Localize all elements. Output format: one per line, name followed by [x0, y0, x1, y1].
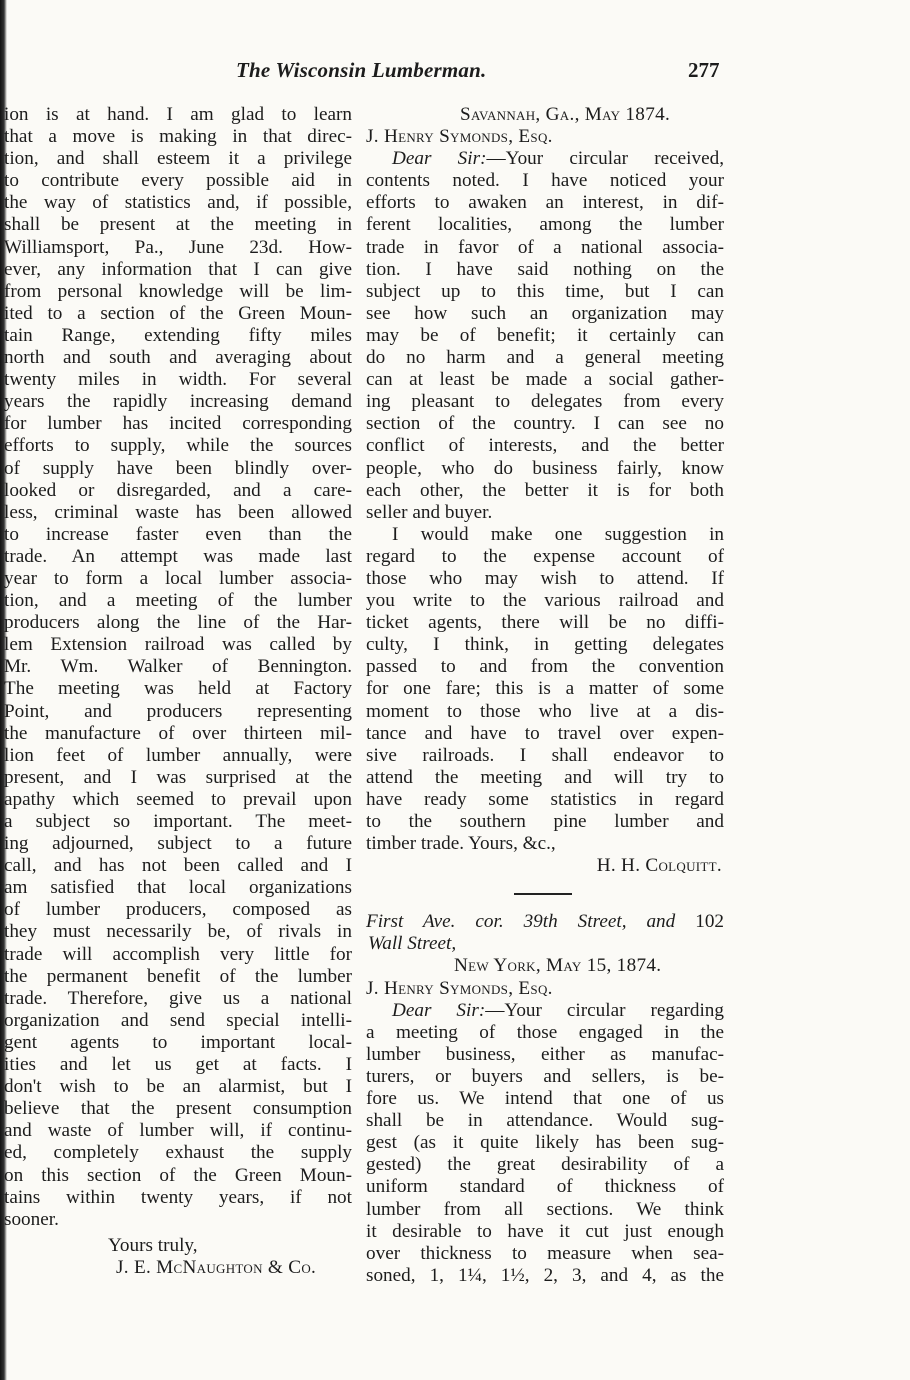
text-line: Mr. Wm. Walker of Bennington.	[4, 656, 352, 678]
text-line: north and south and averaging about	[4, 347, 352, 369]
text-line: to contribute every possible aid in	[4, 170, 352, 192]
text-line: of supply have been blindly over-	[4, 457, 352, 479]
text-line: trade in favor of a national associa-	[366, 236, 724, 258]
text-line: attend the meeting and will try to	[366, 766, 724, 788]
salutation-continuation-2: —Your circular regarding	[485, 999, 724, 1021]
text-line: The meeting was held at Factory	[4, 678, 352, 700]
divider-rule	[514, 893, 572, 895]
text-line: ion is at hand. I am glad to learn	[4, 104, 352, 125]
letter1-paragraph2	[366, 524, 724, 855]
letter-colquitt	[366, 104, 724, 877]
text-line: ing pleasant to delegates from every	[366, 391, 724, 413]
text-line: ed, completely exhaust the supply	[4, 1142, 352, 1164]
signature-colquitt: H. H. Colquitt.	[596, 855, 722, 877]
text-line: tains within twenty years, if not	[4, 1186, 352, 1208]
text-line: producers along the line of the Har-	[4, 612, 352, 634]
text-line: lumber business, either as manufac-	[366, 1043, 724, 1065]
text-line: tain Range, extending fifty miles	[4, 324, 352, 346]
text-line: regard to the expense account of	[366, 545, 724, 567]
salutation-2: Dear Sir:	[392, 999, 486, 1021]
text-line: the manufacture of over thirteen mil-	[4, 722, 352, 744]
text-line: gent agents to important local-	[4, 1031, 352, 1053]
dateline-new-york: New York, May 15, 1874.	[454, 955, 662, 977]
text-line: I would make one suggestion in	[392, 523, 724, 545]
text-line: subject up to this time, but I can	[366, 280, 724, 302]
text-line: sive railroads. I shall endeavor to	[366, 744, 724, 766]
text-line: tance and have to travel over expen-	[366, 722, 724, 744]
text-line: they must necessarily be, of rivals in	[4, 921, 352, 943]
address-line2: Wall Street,	[368, 933, 457, 955]
text-line: see how such an organization may	[366, 302, 724, 324]
salutation-line	[366, 148, 724, 170]
text-line: tion. I have said nothing on the	[366, 258, 724, 280]
text-line: conflict of interests, and the better	[366, 435, 724, 457]
text-line: to increase faster even than the	[4, 523, 352, 545]
text-line: trade. An attempt was made last	[4, 545, 352, 567]
letter1-paragraph1	[366, 170, 724, 524]
text-line: people, who do business fairly, know	[366, 457, 724, 479]
text-line: over thickness to measure when sea-	[366, 1242, 724, 1264]
text-line: that a move is making in that direc-	[4, 126, 352, 148]
text-line: present, and I was surprised at the	[4, 766, 352, 788]
text-line: looked or disregarded, and a care-	[4, 479, 352, 501]
text-line: Williamsport, Pa., June 23d. How-	[4, 236, 352, 258]
text-line: twenty miles in width. For several	[4, 369, 352, 391]
addressee-2: J. Henry Symonds, Esq.	[366, 977, 553, 999]
text-line: tion, and a meeting of the lumber	[4, 590, 352, 612]
text-line: lem Extension railroad was called by	[4, 634, 352, 656]
text-line: soned, 1, 1¼, 1½, 2, 3, and 4, as the	[366, 1264, 724, 1286]
left-column-body	[4, 104, 352, 1231]
text-line: gested) the great desirability of a	[366, 1154, 724, 1176]
address-italic: First Ave. cor. 39th Street, and	[366, 911, 676, 933]
text-line: the permanent benefit of the lumber	[4, 965, 352, 987]
text-line: may be of benefit; it certainly can	[366, 324, 724, 346]
text-line: years the rapidly increasing demand	[4, 391, 352, 413]
text-line: a meeting of those engaged in the	[366, 1021, 724, 1043]
text-line: year to form a local lumber associa-	[4, 567, 352, 589]
text-line: ferent localities, among the lumber	[366, 214, 724, 236]
text-line: lion feet of lumber annually, were	[4, 744, 352, 766]
text-line: ever, any information that I can give	[4, 258, 352, 280]
text-line: tion, and shall esteem it a privilege	[4, 148, 352, 170]
letter2-paragraph1	[366, 1022, 724, 1287]
text-line: each other, the better it is for both	[366, 479, 724, 501]
text-line: seller and buyer.	[366, 501, 493, 523]
text-line: those who may wish to attend. If	[366, 567, 724, 589]
right-column	[366, 104, 724, 1287]
salutation: Dear Sir:	[392, 148, 487, 170]
text-line: it desirable to have it cut just enough	[366, 1220, 724, 1242]
text-line: don't wish to be an alarmist, but I	[4, 1076, 352, 1098]
text-line: of lumber producers, composed as	[4, 899, 352, 921]
text-line: efforts to awaken an interest, in dif-	[366, 192, 724, 214]
text-line: culty, I think, in getting delegates	[366, 634, 724, 656]
text-line: timber trade. Yours, &c.,	[366, 833, 556, 855]
text-line: do no harm and a general meeting	[366, 347, 724, 369]
text-line: a subject so important. The meet-	[4, 811, 352, 832]
text-line: fore us. We intend that one of us	[366, 1088, 724, 1110]
text-line: passed to and from the convention	[366, 656, 724, 678]
text-line: shall be in attendance. Would sug-	[366, 1110, 724, 1132]
text-line: uniform standard of thickness of	[366, 1176, 724, 1198]
salutation-continuation: —Your circular received,	[486, 148, 725, 170]
text-line: ities and let us get at facts. I	[4, 1054, 352, 1076]
text-line: section of the country. I can see no	[366, 413, 724, 435]
text-line: trade. Therefore, give us a national	[4, 987, 352, 1009]
left-column	[4, 104, 352, 1279]
text-line: apathy which seemed to prevail upon	[4, 788, 352, 810]
letter-new-york	[366, 911, 724, 1287]
text-line: organization and send special intelli-	[4, 1009, 352, 1031]
text-line: gest (as it quite likely has been sug-	[366, 1132, 724, 1154]
text-line: for lumber has incited corresponding	[4, 413, 352, 435]
text-line: and waste of lumber will, if continu-	[4, 1120, 352, 1142]
text-line: ing adjourned, subject to a future	[4, 833, 352, 855]
text-line: have ready some statistics in regard	[366, 788, 724, 810]
address-line1	[366, 911, 724, 933]
text-line: am satisfied that local organizations	[4, 877, 352, 899]
text-line: ticket agents, there will be no diffi-	[366, 612, 724, 634]
text-line: sooner.	[4, 1208, 59, 1230]
running-head	[0, 58, 910, 88]
signature-mcnaughton: J. E. McNaughton & Co.	[116, 1256, 317, 1278]
text-line: to the southern pine lumber and	[366, 811, 724, 832]
running-title: The Wisconsin Lumberman.	[236, 58, 487, 82]
text-line: trade will accomplish very little for	[4, 943, 352, 965]
text-line: can at least be made a social gather-	[366, 369, 724, 391]
text-line: the way of statistics and, if possible,	[4, 192, 352, 214]
text-line: from personal knowledge will be lim-	[4, 280, 352, 302]
text-line: shall be present at the meeting in	[4, 214, 352, 236]
text-line: call, and has not been called and I	[4, 855, 352, 877]
text-line: on this section of the Green Moun-	[4, 1164, 352, 1186]
addressee: J. Henry Symonds, Esq.	[366, 126, 553, 148]
text-line: contents noted. I have noticed your	[366, 170, 724, 192]
text-line: believe that the present consumption	[4, 1098, 352, 1120]
address-number: 102	[695, 911, 724, 933]
page-number: 277	[688, 58, 720, 82]
text-line: for one fare; this is a matter of some	[366, 678, 724, 700]
dateline-savannah: Savannah, Ga., May 1874.	[460, 104, 671, 125]
text-line: Point, and producers representing	[4, 700, 352, 722]
text-line: ited to a section of the Green Moun-	[4, 302, 352, 324]
salutation-line-2	[366, 1000, 724, 1022]
text-line: efforts to supply, while the sources	[4, 435, 352, 457]
closing: Yours truly,	[108, 1234, 198, 1256]
text-line: less, criminal waste has been allowed	[4, 501, 352, 523]
text-line: turers, or buyers and sellers, is be-	[366, 1065, 724, 1087]
text-line: you write to the various railroad and	[366, 590, 724, 612]
text-line: lumber from all sections. We think	[366, 1198, 724, 1220]
text-line: moment to those who live at a dis-	[366, 700, 724, 722]
